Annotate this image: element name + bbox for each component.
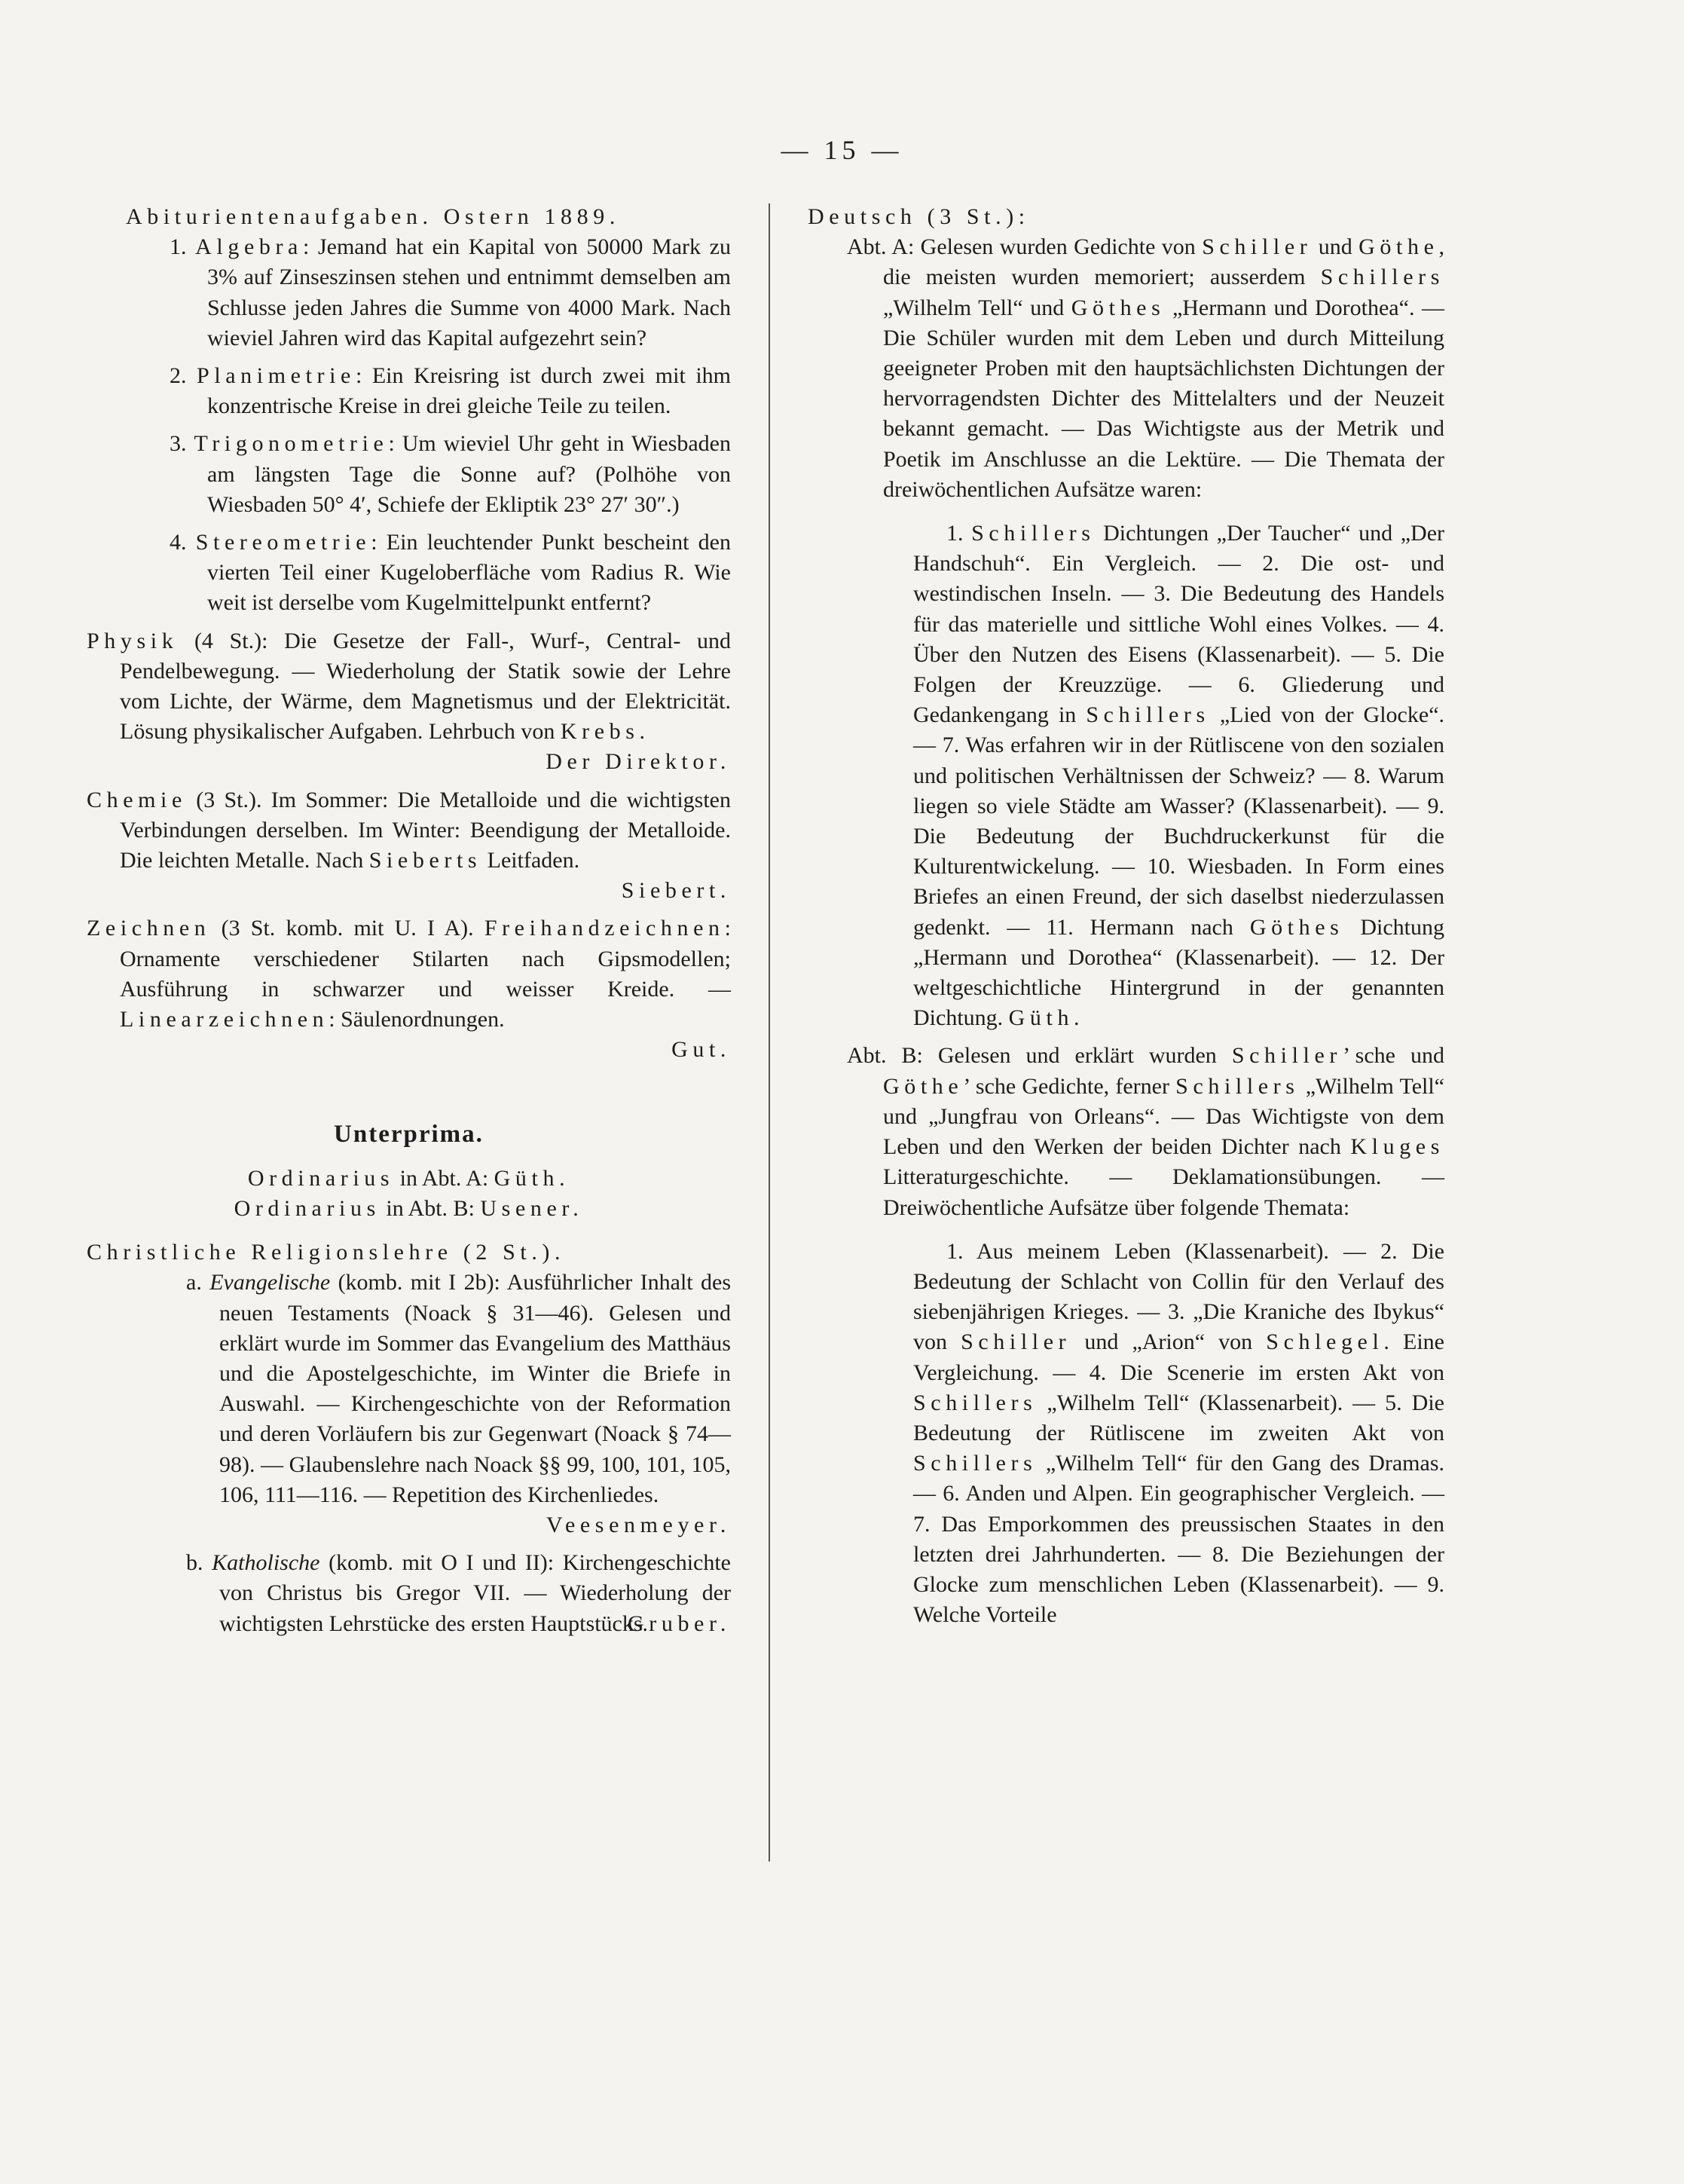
religion-katholisch-signature: Gruber. [627, 1610, 731, 1636]
deutsch-abt-a: Abt. A: Gelesen wurden Gedichte von Schiller und Göthe, die meisten wurden memoriert; ausserdem Schillers „Wilhelm Tell“ und Göthes „Hermann und Dorothea“. — Die Schüler wurden mit dem Leben und durch Mitteilung geeigneter Proben mit den hauptsächlichsten Dichtungen der hervorragendsten Dichter des Mittelalters und der Neuzeit bekannt gemacht. — Das Wichtigste aus der Metrik und Poetik im Anschlusse an die Lektüre. — Die Themata der dreiwöchentlichen Aufsätze waren: [847, 234, 1445, 502]
themata-b-text: 1. Aus meinem Leben (Klassenarbeit). — 2. Die Bedeutung der Schlacht von Collin für den Verlauf des siebenjährigen Krieges. — 3. „Die Kraniche des Ibykus“ von Schiller und „Arion“ von Schlegel. Eine Vergleichung. — 4. Die Scenerie im ersten Akt von Schillers „Wilhelm Tell“ (Klassenarbeit). — 5. Die Bedeutung der Rütliscene im zweiten Akt von Schillers „Wilhelm Tell“ für den Gang des Dramas. — 6. Anden und Alpen. Ein geographischer Vergleich. — 7. Das Emporkommen des preussischen Staates in den letzten drei Jahrhunderten. — 8. Die Beziehungen der Glocke zum menschlichen Leben (Klassenarbeit). — 9. Welche Vorteile [913, 1238, 1444, 1628]
religion-evangelisch: a. Evangelische (komb. mit I 2b): Ausführlicher Inhalt des neuen Testaments (Noack § 31—46). Gelesen und erklärt wurde im Sommer das Evangelium des Matthäus und die Apostelgeschichte, im Winter die Briefe in Auswahl. — Kirchengeschichte von der Reformation und deren Vorläufern bis zur Gegenwart (Noack § 74—98). — Glaubenslehre nach Noack §§ 99, 100, 101, 105, 106, 111—116. — Repetition des Kirchenliedes. [186, 1270, 732, 1507]
religion-evangelisch-signature: Veesenmeyer. [546, 1512, 731, 1537]
themata-b [808, 1237, 1444, 1631]
abitur-heading: Abiturientenaufgaben. Ostern 1889. [126, 204, 620, 229]
chemie-signature: Siebert. [621, 878, 731, 904]
left-column [87, 202, 731, 1639]
themata-a-text: 1. Schillers Dichtungen „Der Taucher“ und „Der Handschuh“. Ein Vergleich. — 2. Die ost- und westindischen Inseln. — 3. Die Bedeutung des Handels für das materielle und sittliche Wohl eines Volkes. — 4. Über den Nutzen des Eisens (Klassenarbeit). — 5. Die Folgen der Kreuzzüge. — 6. Gliederung und Gedankengang in Schillers „Lied von der Glocke“. — 7. Was erfahren wir in der Rütliscene von den sozialen und politischen Verhältnissen der Schweiz? — 8. Warum liegen so viele Städte am Wasser? (Klassenarbeit). — 9. Die Bedeutung der Buchdruckerkunst für die Kulturentwickelung. — 10. Wiesbaden. In Form eines Briefes an einen Freund, der sich daselbst niederzulassen gedenkt. — 11. Hermann nach Göthes Dichtung „Hermann und Dorothea“ (Klassenarbeit). — 12. Der weltgeschichtliche Hintergrund in der genannten Dichtung. Güth. [913, 521, 1445, 1031]
chemie-section: Chemie (3 St.). Im Sommer: Die Metalloide und die wichtigsten Verbindungen derselben. Im Winter: Beendigung der Metalloide. Die leichten Metalle. Nach Sieberts Leitfaden. [87, 787, 731, 873]
themata-a [808, 518, 1444, 1033]
task-algebra: 1. Algebra: Jemand hat ein Kapital von 50000 Mark zu 3% auf Zinseszinsen stehen und entnimmt demselben am Schlusse jeden Jahres die Summe von 4000 Mark. Nach wieviel Jahren wird das Kapital aufgezehrt sein? [170, 234, 732, 350]
right-column [808, 202, 1444, 1630]
zeichnen-section: Zeichnen (3 St. komb. mit U. I A). Freihandzeichnen: Ornamente verschiedener Stilarten nach Gipsmodellen; Ausführung in schwarzer und weisser Kreide. — Linearzeichnen: Säulenordnungen. [87, 916, 731, 1032]
page-number: — 15 — [781, 135, 903, 165]
task-stereometrie: 4. Stereometrie: Ein leuchtender Punkt bescheint den vierten Teil einer Kugeloberfläche vom Radius R. Wie weit ist derselbe vom Kugelmittelpunkt entfernt? [170, 530, 731, 616]
zeichnen-signature: Gut. [671, 1037, 731, 1063]
ordinarius-b: Ordinarius in Abt. B: Usener. [234, 1195, 584, 1221]
deutsch-abt-b: Abt. B: Gelesen und erklärt wurden Schiller’sche und Göthe’sche Gedichte, ferner Schillers „Wilhelm Tell“ und „Jungfrau von Orleans“. — Das Wichtigste von dem Leben und den Werken der beiden Dichter nach Kluges Litteraturgeschichte. — Deklamationsübungen. — Dreiwöchentliche Aufsätze über folgende Themata: [847, 1043, 1444, 1220]
physik-signature: Der Direktor. [546, 749, 731, 775]
ordinarius-a: Ordinarius in Abt. A: Güth. [247, 1165, 570, 1191]
religion-heading: Christliche Religionslehre (2 St.). [87, 1240, 566, 1265]
task-planimetrie: 2. Planimetrie: Ein Kreisring ist durch zwei mit ihm konzentrische Kreise in drei gleiche Teile zu teilen. [170, 363, 731, 419]
physik-section: Physik (4 St.): Die Gesetze der Fall-, Wurf-, Central- und Pendelbewegung. — Wiederholung der Statik sowie der Lehre vom Lichte, der Wärme, dem Magnetismus und der Elektricität. Lösung physikalischer Aufgaben. Lehrbuch von Krebs. [87, 628, 731, 745]
religion-katholisch: b. Katholische (komb. mit O I und II): Kirchengeschichte von Christus bis Gregor VII. — Wiederholung der wichtigsten Lehrstücke des ersten Hauptstücks. Gruber. [87, 1548, 731, 1639]
deutsch-heading: Deutsch (3 St.): [808, 204, 1030, 229]
themata-a-signature: Güth. [1008, 1005, 1085, 1031]
unterprima-heading: Unterprima. [334, 1121, 484, 1149]
task-trigonometrie: 3. Trigonometrie: Um wieviel Uhr geht in Wiesbaden am längsten Tage die Sonne auf? (Polhöhe von Wiesbaden 50° 4′, Schiefe der Ekliptik 23° 27′ 30″.) [170, 431, 731, 517]
column-divider [769, 203, 770, 1861]
